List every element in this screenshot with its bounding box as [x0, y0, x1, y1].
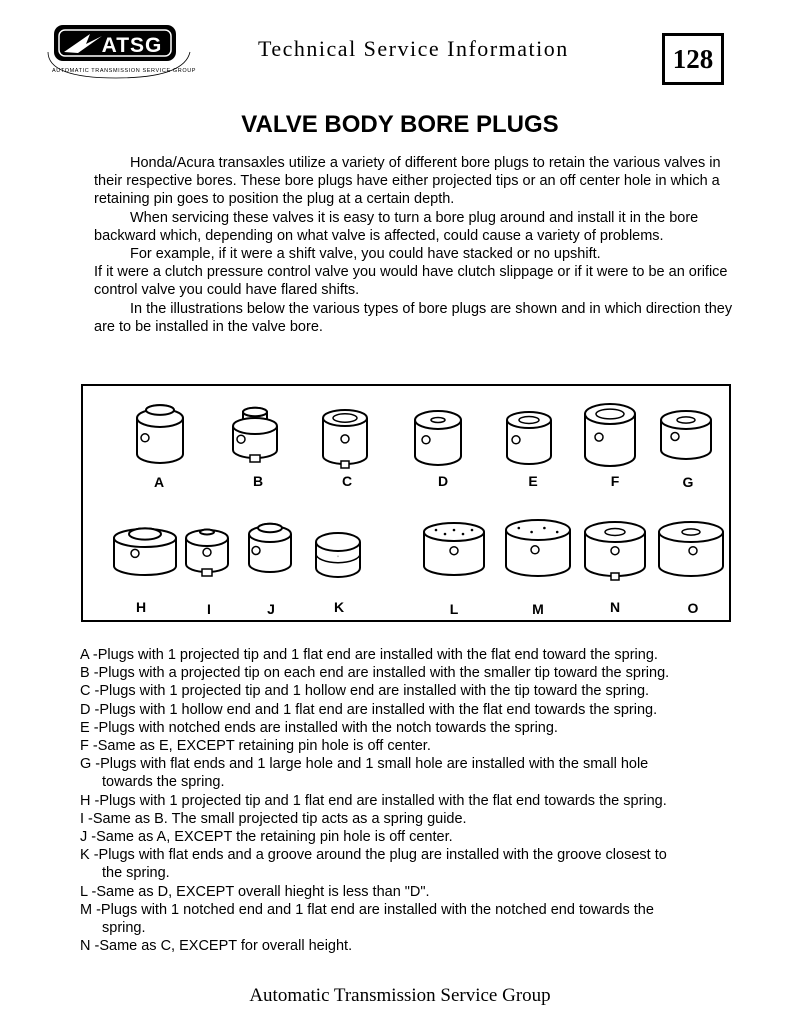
intro-paragraph: When servicing these valves it is easy to turn a bore plug around and install it in the bore backward which, depending on what valve is affected, could cause a variety of problems.	[94, 209, 699, 244]
plug-a	[137, 405, 183, 463]
plug-f	[585, 404, 635, 466]
description-a: A -Plugs with 1 projected tip and 1 flat end are installed with the flat end toward the spring.	[80, 647, 658, 663]
plug-label-l: L	[449, 601, 459, 617]
plug-g	[661, 411, 711, 459]
description-b: B -Plugs with a projected tip on each end are installed with the smaller tip toward the spring.	[80, 665, 670, 682]
description-m-continued: spring.	[102, 920, 146, 937]
description-g-continued: towards the spring.	[102, 774, 225, 791]
plug-c	[323, 410, 367, 468]
svg-text:ATSG: ATSG	[101, 34, 163, 57]
description-d: D -Plugs with 1 hollow end and 1 flat end are installed with the flat end towards the spring.	[80, 701, 658, 718]
intro-paragraph: If it were a clutch pressure control valve you would have clutch slippage or if it were to be an orifice control valve you could have flared shifts.	[94, 264, 728, 299]
plug-l	[424, 523, 484, 575]
plug-label-n: N	[609, 599, 621, 615]
plug-label-g: G	[682, 474, 694, 490]
svg-text:AUTOMATIC TRANSMISSION SERVICE: AUTOMATIC TRANSMISSION SERVICE GROUP	[52, 68, 197, 74]
plug-label-m: M	[532, 601, 544, 617]
bore-plug-illustration	[81, 384, 731, 622]
plug-m	[506, 520, 570, 576]
footer-text: Automatic Transmission Service Group	[249, 985, 551, 1006]
plug-label-i: I	[207, 601, 211, 617]
plug-j	[249, 524, 291, 572]
intro-paragraph: Honda/Acura transaxles utilize a variety of different bore plugs to retain the various valves in their respective bores. These bore plugs have either projected tips or an off center hole in which a retaining pin goes to position the plug at a certain depth.	[94, 155, 721, 208]
description-c: C -Plugs with 1 projected tip and 1 hollow end are installed with the tip toward the spring.	[80, 683, 650, 700]
description-g: G -Plugs with flat ends and 1 large hole and 1 small hole are installed with the small hole	[80, 756, 649, 773]
description-l: L -Same as D, EXCEPT overall hieght is less than "D".	[80, 883, 430, 900]
plug-label-f: F	[610, 473, 620, 489]
plug-description-list	[80, 646, 740, 955]
plug-label-h: H	[135, 599, 147, 615]
plug-label-j: J	[267, 601, 275, 617]
description-m: M -Plugs with 1 notched end and 1 flat end are installed with the notched end towards the	[80, 901, 654, 918]
plug-n	[585, 522, 645, 580]
description-h: H -Plugs with 1 projected tip and 1 flat end are installed with the flat end towards the spring.	[80, 792, 667, 809]
plug-h	[114, 528, 176, 575]
plug-d	[415, 411, 461, 465]
plug-e	[507, 412, 551, 464]
header-title: Technical Service Information	[258, 36, 569, 61]
plug-k	[316, 533, 360, 577]
description-i: I -Same as B. The small projected tip acts as a spring guide.	[80, 810, 467, 827]
page-number: 128	[662, 33, 724, 85]
plug-label-b: B	[252, 473, 264, 489]
intro-paragraph: For example, if it were a shift valve, you could have stacked or no upshift.	[130, 246, 601, 263]
description-j: J -Same as A, EXCEPT the retaining pin hole is off center.	[80, 829, 453, 846]
plug-label-k: K	[333, 599, 345, 615]
document-title: VALVE BODY BORE PLUGS	[241, 111, 559, 138]
description-k-continued: the spring.	[102, 865, 170, 882]
description-k: K -Plugs with flat ends and a groove around the plug are installed with the groove closest to	[80, 847, 667, 864]
description-e: E -Plugs with notched ends are installed with the notch towards the spring.	[80, 719, 558, 736]
plug-o	[659, 522, 723, 576]
atsg-logo	[44, 22, 200, 84]
plug-label-d: D	[437, 473, 449, 489]
plug-label-e: E	[528, 473, 538, 489]
intro-paragraph: In the illustrations below the various types of bore plugs are shown and in which direction they are to be installed in the valve bore.	[94, 300, 733, 335]
intro-text	[94, 154, 734, 336]
plug-label-c: C	[341, 473, 353, 489]
plug-label-o: O	[687, 600, 699, 616]
bore-plug-drawing	[83, 386, 729, 620]
plug-i	[186, 530, 228, 576]
description-n: N -Same as C, EXCEPT for overall height.	[80, 938, 353, 955]
plug-b	[233, 408, 277, 462]
description-f: F -Same as E, EXCEPT retaining pin hole is off center.	[80, 738, 431, 755]
plug-label-a: A	[153, 474, 165, 490]
